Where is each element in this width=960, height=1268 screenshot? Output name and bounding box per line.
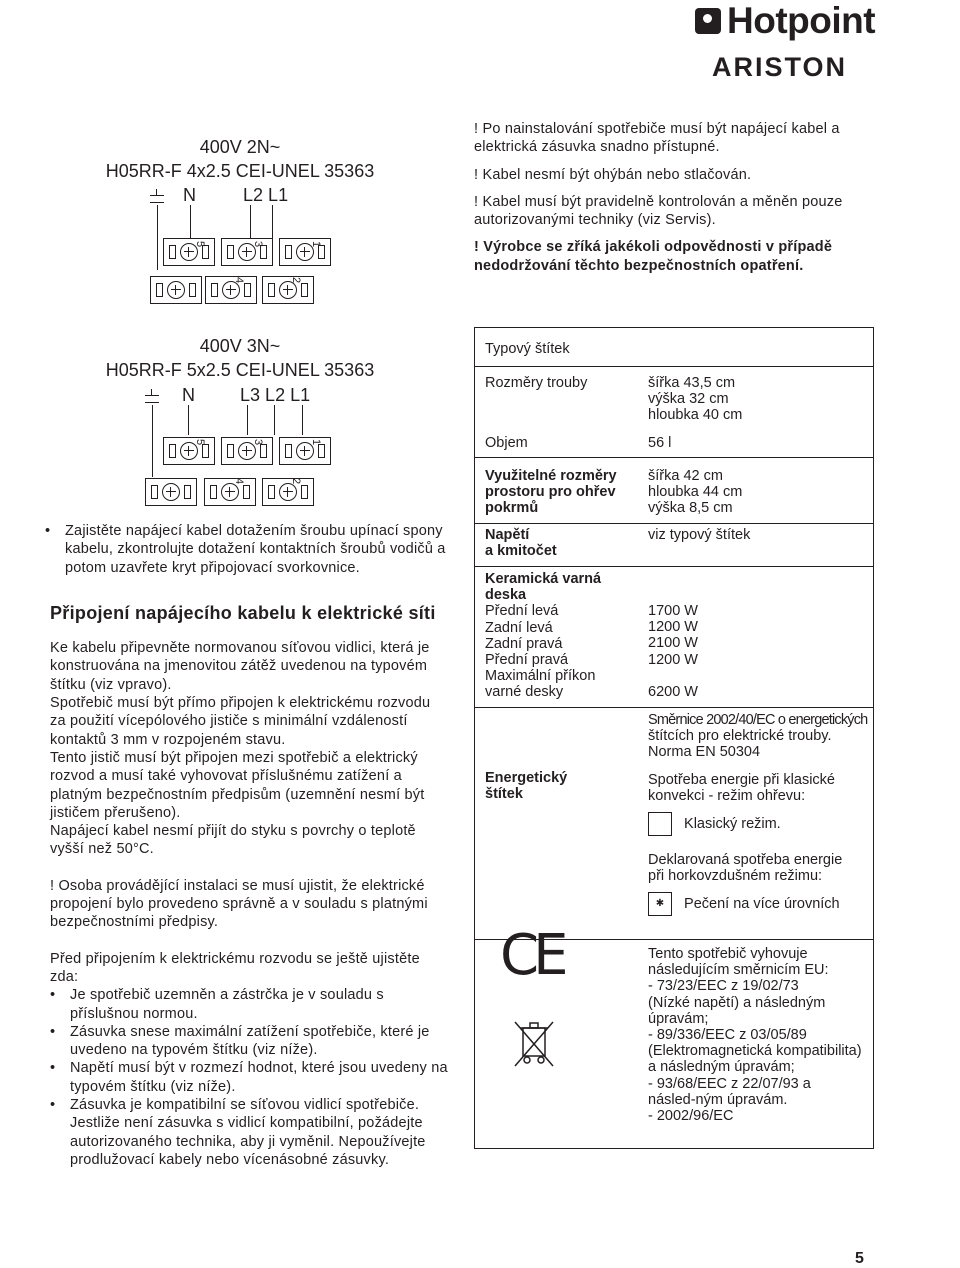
value-line: - 73/23/EEC z 19/02/73 (648, 978, 799, 995)
terminal-2 (262, 478, 314, 506)
value-line: úpravám; (648, 1010, 709, 1027)
label-line: pokrmů (485, 500, 539, 517)
ground-icon (145, 389, 159, 403)
terminal-label: 1 (310, 240, 323, 248)
value-line: Tento spotřebič vyhovuje (648, 946, 808, 962)
table-row (475, 707, 873, 940)
warning-text: ! Kabel nesmí být ohýbán nebo stlačován. (474, 166, 752, 183)
value-line: násled-ným úpravám. (648, 1091, 788, 1108)
diagram1-voltage: 400V 2N~ (199, 137, 281, 157)
label-line: štítek (485, 786, 523, 803)
terminal-4 (205, 276, 257, 304)
value-line: 1200 W (648, 651, 698, 668)
terminal-label: 2 (290, 477, 303, 485)
paragraph: Tento jistič musí být připojen mezi spotřebič a elektrický rozvod a musí také vyhovovat příslušnému zatížení a platným bezpečnostním předpisům (uzemnění nesmí být jističem přerušeno). (50, 749, 425, 821)
page-number: 5 (855, 1250, 864, 1267)
brand-logo-ariston: ARISTON (712, 52, 848, 82)
terminal-3 (221, 238, 273, 266)
value-line: hloubka 40 cm (648, 407, 743, 424)
label-line: varné desky (485, 684, 564, 701)
row-value: viz typový štítek (648, 527, 751, 543)
label-line: Maximální příkon (485, 668, 596, 685)
value-line: výška 8,5 cm (648, 500, 733, 517)
label-line: a kmitočet (485, 543, 557, 560)
value-line: a následným úpravám; (648, 1059, 795, 1076)
brand-logo-hotpoint (695, 0, 875, 42)
label-line: prostoru pro ohřev (485, 484, 616, 501)
neutral-label: N (182, 385, 196, 405)
value-line: výška 32 cm (648, 391, 729, 408)
label-line: Zadní levá (485, 619, 553, 636)
terminal-label: 5 (194, 240, 207, 248)
label-line: Přední levá (485, 603, 559, 620)
section-heading: Připojení napájecího kabelu k elektrické síti (50, 602, 436, 623)
terminal-label: 4 (233, 477, 246, 485)
value-line: následujícím směrnicím EU: (648, 962, 829, 979)
value-line: hloubka 44 cm (648, 484, 743, 501)
energy-info (648, 712, 870, 916)
value-line: štítcích pro elektrické trouby. (648, 728, 832, 745)
phase-labels: L3 L2 L1 (240, 385, 311, 405)
value-line: při horkovzdušném režimu: (648, 868, 823, 885)
table-row (475, 923, 873, 1149)
row-label: Rozměry trouby (485, 375, 588, 391)
rating-plate-table (474, 327, 874, 1149)
list-item: • Zajistěte napájecí kabel dotažením šroubu upínací spony kabelu, zkontrolujte dotažení kontaktních šroubů vodičů a potom uzavřete kryt připojovací svorkovnice. (65, 522, 450, 577)
row-label (485, 527, 557, 559)
row-values (648, 468, 742, 517)
value-line: 6200 W (648, 683, 698, 700)
terminal-label: 4 (233, 276, 246, 284)
left-column (50, 522, 450, 1169)
value-line: - 93/68/EEC z 22/07/93 a (648, 1075, 811, 1092)
terminal-label: 5 (194, 438, 207, 446)
diagram2-cable: H05RR-F 5x2.5 CEI-UNEL 35363 (105, 360, 375, 380)
diagram2-voltage: 400V 3N~ (199, 336, 281, 356)
warning-text: ! Kabel musí být pravidelně kontrolován a měněn pouze autorizovanými techniky (viz Servis). (474, 193, 843, 229)
terminal-label: 3 (252, 240, 265, 248)
label-line: Využitelné rozměry (485, 468, 617, 484)
terminal-ground (150, 276, 202, 304)
label-line: deska (485, 587, 527, 604)
table-row (475, 566, 873, 708)
weee-bin-icon (513, 1018, 557, 1070)
value-line: Deklarovaná spotřeba energie (648, 852, 843, 869)
row-label (485, 770, 567, 802)
terminal-1 (279, 437, 331, 465)
diagram1-cable: H05RR-F 4x2.5 CEI-UNEL 35363 (105, 161, 375, 181)
mode-label: Pečení na více úrovních (684, 896, 840, 913)
terminal-3 (221, 437, 273, 465)
label-line: Napětí (485, 527, 530, 543)
label-line: Energetický (485, 770, 568, 786)
terminal-label: 3 (252, 438, 265, 446)
value-line: 1200 W (648, 619, 698, 636)
row-label (485, 468, 617, 517)
value-line: šířka 43,5 cm (648, 375, 736, 391)
fan-mode-icon: ✱ (648, 892, 672, 916)
list-item: • Zásuvka je kompatibilní se síťovou vidlicí spotřebiče. Jestliže není zásuvka s vidlicí kompatibilní, požádejte autorizovaného technika, aby ji vyměnil. Nepoužívejte prodlužovací kabely nebo vícenásobné zásuvky. (70, 1096, 450, 1169)
table-row (475, 366, 873, 457)
label-line: Zadní pravá (485, 635, 563, 652)
value-line: šířka 42 cm (648, 468, 723, 484)
ground-icon (150, 189, 164, 203)
value-line: - 89/336/EEC z 03/05/89 (648, 1027, 807, 1044)
terminal-5 (163, 238, 215, 266)
value-line: (Nízké napětí) a následným (648, 994, 826, 1011)
terminal-2 (262, 276, 314, 304)
label-line: Keramická varná (485, 571, 602, 587)
paragraph: Napájecí kabel nesmí přijít do styku s povrchy o teplotě vyšší než 50°C. (50, 823, 416, 858)
terminal-label: 1 (310, 438, 323, 446)
row-label: Objem (485, 435, 528, 451)
directives (648, 946, 873, 1124)
warning-text: ! Po nainstalování spotřebiče musí být napájecí kabel a elektrická zásuvka snadno přístupné. (474, 121, 840, 156)
terminal-4 (204, 478, 256, 506)
paragraph: Ke kabelu připevněte normovanou síťovou vidlici, která je konstruována na jmenovitou zátěž uvedenou na typovém štítku (viz vpravo). (50, 640, 430, 693)
conventional-mode-icon (648, 812, 672, 836)
table-row (475, 523, 873, 567)
mode-label: Klasický režim. (684, 815, 781, 832)
value-line: - 2002/96/EC (648, 1108, 734, 1125)
paragraph: Spotřebič musí být přímo připojen k elektrickému rozvodu za použití vícepólového jističe s minimální vzdáleností kontaktů 3 mm v rozpojeném stavu. (50, 695, 431, 748)
phase-labels: L2 L1 (243, 185, 289, 205)
warning-paragraph: ! Osoba provádějící instalaci se musí ujistit, že elektrické propojení bylo provedeno správně a v souladu s platnými bezpečnostními předpisy. (50, 877, 428, 931)
value-line: (Elektromagnetická kompatibilita) (648, 1043, 862, 1060)
list-item: • Zásuvka snese maximální zatížení spotřebiče, které je uvedeno na typovém štítku (viz níže). (70, 1023, 450, 1060)
list-item: • Napětí musí být v rozmezí hodnot, které jsou uvedeny na typovém štítku (viz níže). (70, 1059, 450, 1096)
ce-mark-icon: CE (500, 923, 563, 988)
paragraph: Před připojením k elektrickému rozvodu se ještě ujistěte zda: (50, 950, 420, 985)
row-values (648, 603, 698, 700)
value-line: 1700 W (648, 603, 698, 619)
row-value: 56 l (648, 435, 672, 451)
value-line: 2100 W (648, 635, 698, 652)
diagram2-title (95, 334, 385, 382)
terminal-label: 2 (290, 276, 303, 284)
table-row (475, 457, 873, 524)
terminal-ground (145, 478, 197, 506)
value-line: Směrnice 2002/40/EC o energetických (648, 712, 868, 728)
label-line: Přední pravá (485, 652, 569, 669)
diagram2-labels (145, 385, 310, 406)
terminal-5 (163, 437, 215, 465)
brand-name: Hotpoint (727, 0, 876, 41)
value-line: Spotřeba energie při klasické (648, 771, 835, 788)
value-line: konvekci - režim ohřevu: (648, 787, 806, 804)
row-values (648, 375, 742, 424)
warning-text: ! Výrobce se zříká jakékoli odpovědnosti v případě nedodržování těchto bezpečnostních opatření. (474, 239, 833, 274)
warnings-block (474, 120, 874, 275)
list-item: • Je spotřebič uzemněn a zástrčka je v souladu s příslušnou normou. (70, 986, 450, 1023)
value-line: Norma EN 50304 (648, 744, 761, 761)
diagram1-title (95, 135, 385, 183)
table-title: Typový štítek (485, 341, 570, 357)
diagram1-labels (150, 185, 288, 206)
neutral-label: N (183, 185, 197, 205)
logo-icon (695, 8, 721, 34)
row-label (485, 571, 601, 701)
terminal-1 (279, 238, 331, 266)
